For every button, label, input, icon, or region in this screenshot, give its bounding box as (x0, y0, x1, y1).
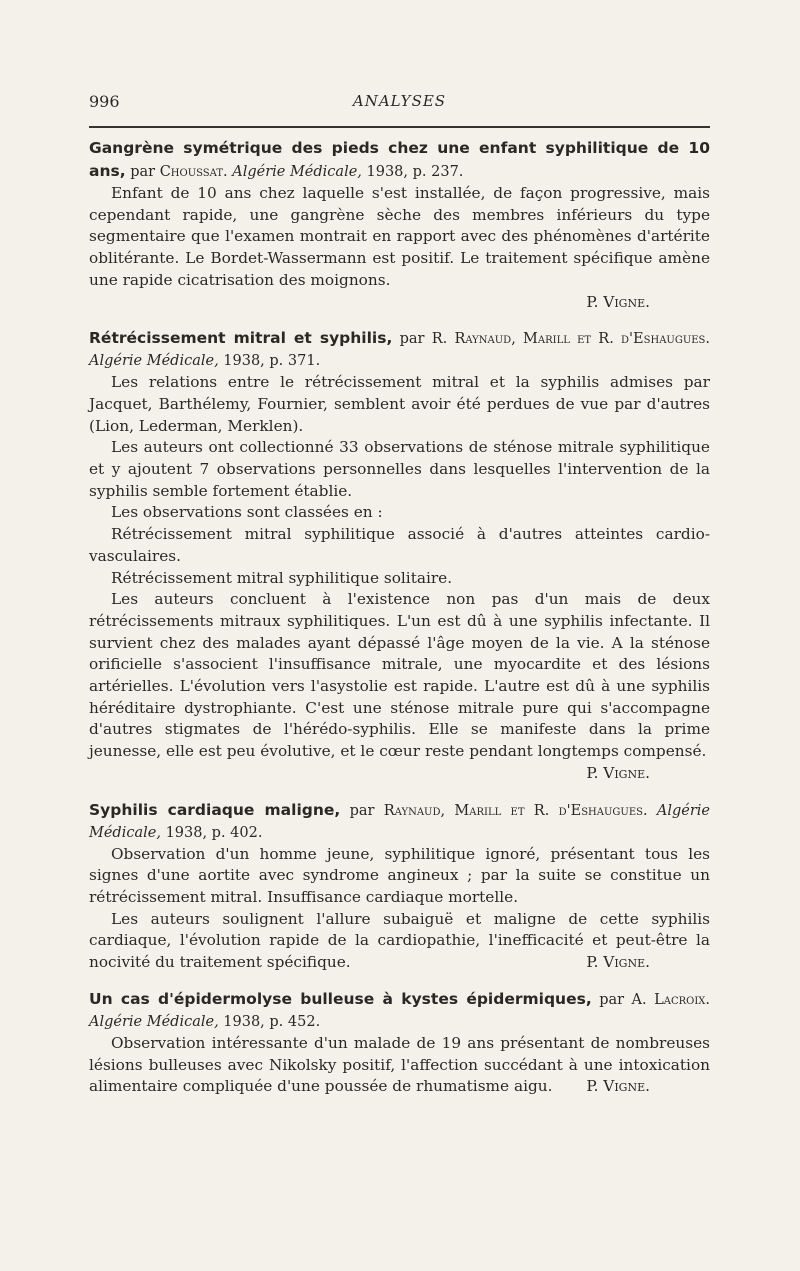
article-journal: Algérie Médicale, (89, 1013, 219, 1030)
article-title: Gangrène symétrique des pieds chez une enfant syphilitique de 10 ans, (89, 139, 710, 180)
article-journal: Algérie Médicale, (89, 802, 711, 841)
article-heading (89, 799, 710, 844)
article-authors: A. Lacroix. (631, 991, 711, 1008)
article-by: par (349, 802, 375, 819)
paragraph (89, 909, 710, 974)
paragraph: Enfant de 10 ans chez laquelle s'est installée, de façon progressive, mais cependant rapide, une gangrène sèche des membres inférieurs du type segmentaire que l'examen montrait en rapport avec des phénomènes d'artérite oblitérante. Le Bordet-Wassermann est positif. Le traitement spécifique amène une rapide cicatrisation des moignons. (89, 184, 710, 289)
article-by: par (130, 164, 156, 180)
paragraph-text: Observation intéressante d'un malade de 19 ans présentant de nombreuses lésions bulleuses avec Nikolsky positif, l'affection succédant à une intoxication alimentaire compliquée d'une poussée de rhumatisme aigu. (89, 1033, 710, 1096)
article-ref: 1938, p. 452. (223, 1013, 321, 1030)
header-rule (89, 126, 710, 128)
signature: P. Vigne. (586, 292, 650, 311)
paragraph (89, 1033, 710, 1098)
paragraph: Les auteurs ont collectionné 33 observations de sténose mitrale syphilitique et y ajoutent 7 observations personnelles dans lesquelles l'intervention de la syphilis semble fortement établie. (89, 438, 710, 500)
article-4 (89, 988, 710, 1098)
article-ref: 1938, p. 402. (165, 824, 263, 841)
signature: P. Vigne. (586, 1077, 650, 1096)
paragraph: Les relations entre le rétrécissement mitral et la syphilis admises par Jacquet, Barthélemy, Fournier, semblent avoir été perdues de vue par d'autres (Lion, Lederman, Merklen). (89, 373, 710, 435)
article-ref: 1938, p. 371. (223, 353, 321, 370)
paragraph: Les observations sont classées en : (111, 503, 383, 522)
article-journal: Algérie Médicale, (232, 164, 362, 180)
paragraph: Observation d'un homme jeune, syphilitique ignoré, présentant tous les signes d'une aortite avec syndrome angineux ; par la suite se constitue un rétrécissement mitral. Insuffisance cardiaque mortelle. (89, 844, 710, 906)
article-title: Syphilis cardiaque maligne, (89, 800, 341, 819)
article-heading (89, 137, 710, 183)
article-by: par (399, 331, 425, 348)
signature: P. Vigne. (586, 763, 650, 782)
page-header (89, 92, 710, 118)
list-item: Rétrécissement mitral syphilitique solitaire. (111, 568, 453, 587)
running-head: ANALYSES (352, 92, 447, 110)
paragraph-text: Les auteurs concluent à l'existence non pas d'un mais de deux rétrécissements mitraux syphilitiques. L'un est dû à une syphilis infectante. Il survient chez des malades ayant dépassé l'âge moyen de la vie. A la sténose orificielle s'associent l'insuffisance mitrale, une myocardite et des lésions artérielles. L'évolution vers l'asystolie est rapide. L'autre est dû à une syphilis héréditaire dystrophiante. C'est une sténose mitrale pure qui s'accompagne d'autres stigmates de l'hérédo-syphilis. Elle se manifeste dans la prime jeunesse, elle est peu évolutive, et le cœur reste pendant longtemps compensé. (89, 590, 710, 761)
article-3 (89, 799, 710, 974)
article-authors: R. Raynaud, Marill et R. d'Eshaugues. (431, 331, 711, 348)
page-number: 996 (89, 92, 120, 111)
article-authors: Raynaud, Marill et R. d'Eshaugues. (383, 802, 648, 819)
article-2 (89, 327, 710, 784)
article-1 (89, 137, 710, 313)
article-title: Rétrécissement mitral et syphilis, (89, 329, 393, 348)
paragraph (89, 589, 710, 782)
article-title: Un cas d'épidermolyse bulleuse à kystes épidermiques, (89, 989, 592, 1008)
paragraph-text: Les auteurs soulignent l'allure subaiguë et maligne de cette syphilis cardiaque, l'évolution rapide de la cardiopathie, l'inefficacité et peut-être la nocivité du traitement spécifique. (89, 909, 710, 972)
content (89, 137, 710, 1112)
article-heading (89, 988, 710, 1033)
article-journal: Algérie Médicale, (89, 353, 219, 370)
signature: P. Vigne. (586, 953, 650, 972)
list-item: Rétrécissement mitral syphilitique associé à d'autres atteintes cardio-vasculaires. (89, 525, 710, 565)
article-heading (89, 327, 710, 372)
article-by: par (599, 991, 625, 1008)
article-ref: 1938, p. 237. (366, 164, 464, 180)
article-authors: Choussat. (159, 164, 228, 180)
